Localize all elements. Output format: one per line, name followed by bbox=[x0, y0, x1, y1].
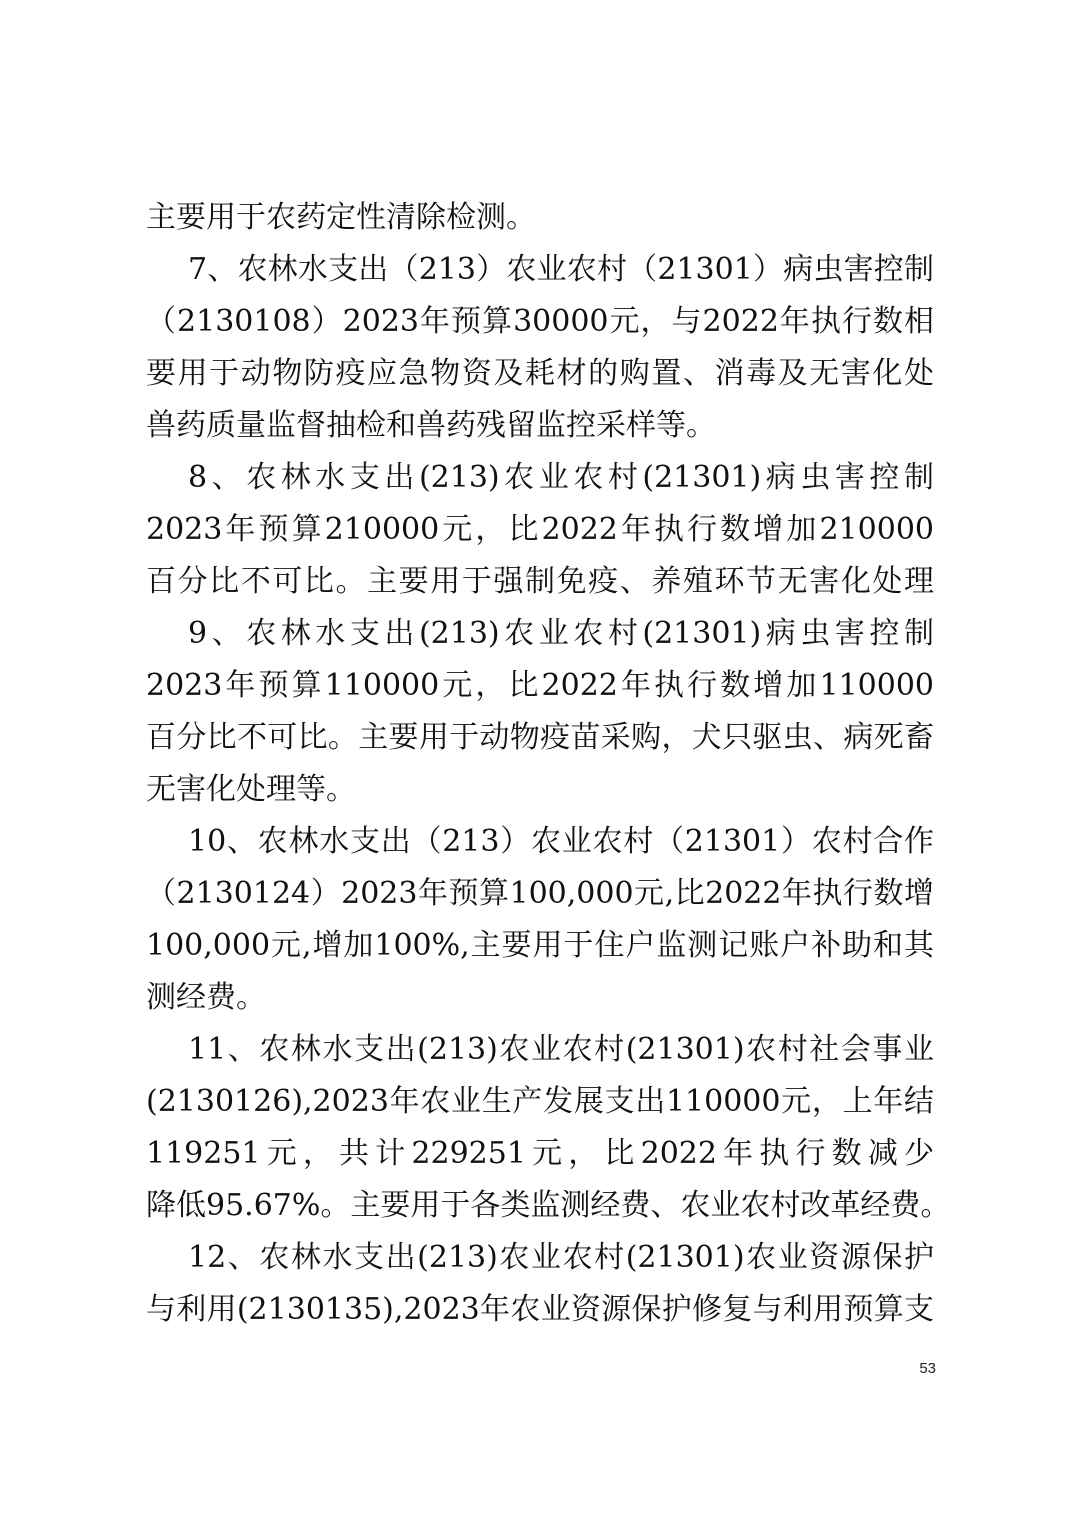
page-number: 53 bbox=[919, 1360, 936, 1377]
text-line-18: (2130126),2023年农业生产发展支出110000元，上年结 bbox=[146, 1084, 934, 1119]
text-line-8: 百分比不可比。主要用于强制免疫、养殖环节无害化处理 bbox=[146, 564, 934, 599]
text-line-20: 降低95.67%。主要用于各类监测经费、农业农村改革经费。 bbox=[146, 1188, 951, 1223]
text-line-3: （2130108）2023年预算30000元，与2022年执行数相 bbox=[146, 304, 934, 339]
text-line-15: 100,000元,增加100%,主要用于住户监测记账户补助和其 bbox=[146, 928, 934, 963]
text-line-10: 2023年预算110000元，比2022年执行数增加110000 bbox=[146, 668, 934, 703]
text-line-9: 9、农林水支出(213)农业农村(21301)病虫害控制 bbox=[188, 616, 934, 651]
text-line-4: 要用于动物防疫应急物资及耗材的购置、消毒及无害化处 bbox=[146, 356, 934, 391]
text-line-17: 11、农林水支出(213)农业农村(21301)农村社会事业 bbox=[188, 1032, 934, 1067]
text-line-13: 10、农林水支出（213）农业农村（21301）农村合作 bbox=[188, 824, 934, 859]
text-line-12: 无害化处理等。 bbox=[146, 772, 356, 807]
text-line-16: 测经费。 bbox=[146, 980, 266, 1015]
text-line-11: 百分比不可比。主要用于动物疫苗采购，犬只驱虫、病死畜 bbox=[146, 720, 934, 755]
text-line-19: 119251元，共计229251元，比2022年执行数减少 bbox=[146, 1136, 934, 1171]
text-line-14: （2130124）2023年预算100,000元,比2022年执行数增 bbox=[146, 876, 934, 911]
text-line-6: 8、农林水支出(213)农业农村(21301)病虫害控制 bbox=[188, 460, 934, 495]
text-line-21: 12、农林水支出(213)农业农村(21301)农业资源保护 bbox=[188, 1240, 934, 1275]
text-line-7: 2023年预算210000元，比2022年执行数增加210000 bbox=[146, 512, 934, 547]
text-line-1: 主要用于农药定性清除检测。 bbox=[146, 200, 536, 235]
text-line-22: 与利用(2130135),2023年农业资源保护修复与利用预算支 bbox=[146, 1292, 934, 1327]
text-line-2: 7、农林水支出（213）农业农村（21301）病虫害控制 bbox=[188, 252, 934, 287]
text-line-5: 兽药质量监督抽检和兽药残留监控采样等。 bbox=[146, 408, 716, 443]
